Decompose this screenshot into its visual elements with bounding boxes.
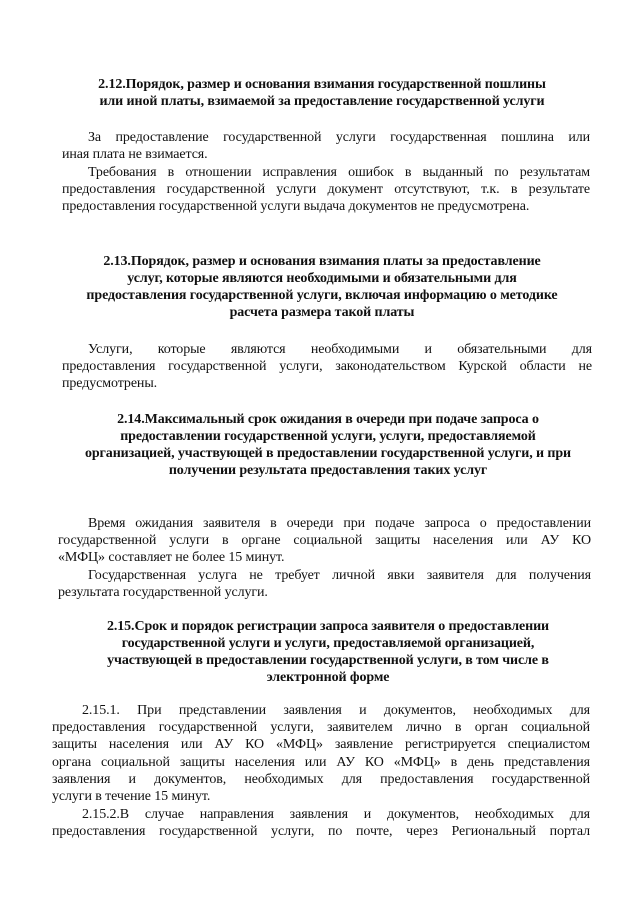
paragraph	[62, 341, 592, 393]
text-line: государственной услуги в органе социальной защиты населения или АУ КО	[58, 533, 591, 549]
text-line: Требования в отношении исправления ошибок в выданный по результатам	[88, 165, 590, 180]
section-heading-2-12	[62, 76, 582, 110]
heading-line: 2.14.Максимальный срок ожидания в очереди при подаче запроса о	[117, 412, 539, 427]
paragraph	[62, 164, 590, 216]
paragraph	[52, 702, 590, 805]
text-line: защиты населения или АУ КО «МФЦ» заявление регистрируется специалистом	[52, 737, 590, 753]
section-heading-2-13	[62, 253, 582, 321]
paragraph	[62, 129, 590, 163]
text-line: Время ожидания заявителя в очереди при подаче запроса о предоставлении	[88, 516, 591, 531]
paragraph	[58, 567, 591, 601]
heading-line: 2.15.Срок и порядок регистрации запроса заявителя о предоставлении	[106, 619, 550, 634]
text-line: предоставления государственной услуги, заявителем лично в орган социальной	[52, 720, 590, 736]
heading-line: организацией, участвующей в предоставлении государственной услуги, и при	[84, 446, 572, 461]
text-line: предоставления государственной услуги, по почте, через Региональный портал	[52, 824, 590, 840]
section-heading-2-14	[58, 411, 598, 479]
heading-line: государственной услуги и услуги, предоставляемой организацией,	[121, 636, 535, 651]
heading-line: 2.13.Порядок, размер и основания взимания платы за предоставление	[103, 254, 541, 269]
text-line: предусмотрены.	[62, 376, 158, 392]
text-line: результата государственной услуги.	[58, 585, 268, 601]
heading-line: расчета размера такой платы	[229, 305, 415, 320]
paragraph	[58, 515, 591, 567]
text-line: «МФЦ» составляет не более 15 минут.	[58, 550, 285, 566]
text-line: услуги в течение 15 минут.	[52, 789, 211, 805]
heading-line: или иной платы, взимаемой за предоставление государственной услуги	[99, 94, 545, 109]
heading-line: участвующей в предоставлении государственной услуги, в том числе в	[107, 653, 549, 668]
paragraph	[52, 806, 590, 840]
text-line: Государственная услуга не требует личной явки заявителя для получения	[88, 568, 591, 583]
text-line: органа социальной защиты населения или АУ КО «МФЦ» в день представления	[52, 754, 590, 770]
heading-line: услуг, которые являются необходимыми и обязательными для	[127, 271, 517, 286]
section-heading-2-15	[58, 618, 598, 686]
text-line: предоставления государственной услуги, законодательством Курской области не	[62, 359, 592, 375]
text-line: заявления и документов, необходимых для предоставления государственной	[52, 771, 590, 787]
heading-line: предоставлении государственной услуги, услуги, предоставляемой	[120, 429, 536, 444]
text-line: иная плата не взимается.	[62, 147, 208, 163]
text-line: Услуги, которые являются необходимыми и обязательными для	[88, 342, 592, 357]
heading-line: электронной форме	[266, 670, 390, 685]
heading-line: предоставления государственной услуги, включая информацию о методике	[86, 288, 558, 303]
text-line: предоставления государственной услуги документ отсутствуют, т.к. в результате	[62, 182, 590, 198]
heading-line: получении результата предоставления таких услуг	[168, 463, 488, 478]
text-line: 2.15.2.В случае направления заявления и документов, необходимых для	[82, 807, 590, 822]
text-line: За предоставление государственной услуги государственная пошлина или	[88, 130, 590, 145]
text-line: предоставления государственной услуги выдача документов не предусмотрена.	[62, 199, 530, 215]
text-line: 2.15.1. При представлении заявления и документов, необходимых для	[82, 703, 590, 718]
heading-line: 2.12.Порядок, размер и основания взимания государственной пошлины	[98, 77, 546, 92]
